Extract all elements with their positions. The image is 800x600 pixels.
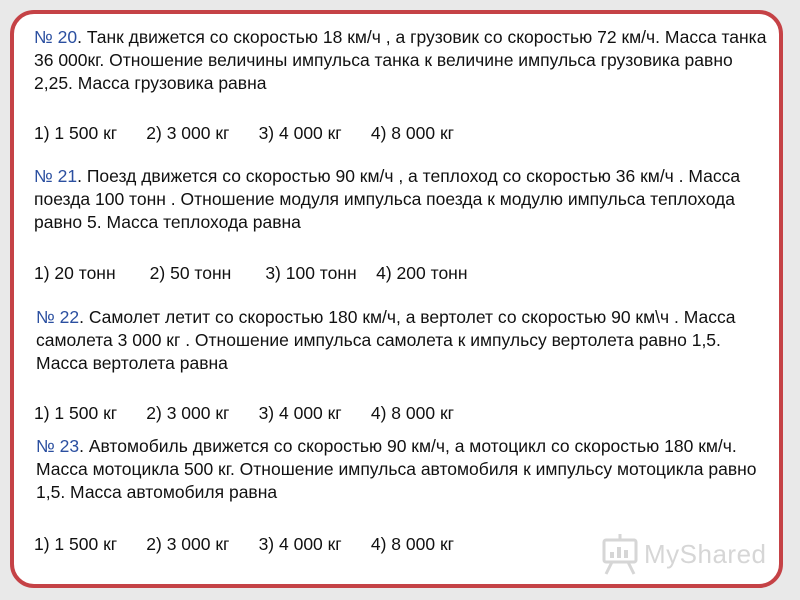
task-20-question bbox=[34, 26, 774, 95]
task-21-text: . Поезд движется со скоростью 90 км/ч , а теплоход со скоростью 36 км/ч . Масса поезда 100 тонн . Отношение модуля импульса поезда к модулю импульса теплохода равно 5. Масса теплохода равна bbox=[34, 166, 741, 232]
presentation-board-icon bbox=[600, 532, 640, 576]
task-20-number: № 20 bbox=[34, 27, 78, 47]
task-21-question bbox=[34, 165, 774, 234]
myshared-watermark bbox=[600, 532, 770, 582]
task-23-number: № 23 bbox=[36, 436, 80, 456]
task-23-question bbox=[36, 435, 776, 504]
task-22-answers: 1) 1 500 кг 2) 3 000 кг 3) 4 000 кг 4) 8 000 кг bbox=[34, 403, 454, 423]
task-22-question bbox=[36, 306, 776, 375]
task-22-text: . Самолет летит со скоростью 180 км/ч, а вертолет со скоростью 90 км\ч . Масса самолета 3 000 кг . Отношение импульса самолета к импульсу вертолета равно 1,5. Масса вертолета равна bbox=[36, 307, 736, 373]
task-21-answers: 1) 20 тонн 2) 50 тонн 3) 100 тонн 4) 200 тонн bbox=[34, 263, 468, 283]
watermark-text: MyShared bbox=[644, 539, 767, 569]
task-20-answers: 1) 1 500 кг 2) 3 000 кг 3) 4 000 кг 4) 8 000 кг bbox=[34, 123, 454, 143]
task-22-number: № 22 bbox=[36, 307, 80, 327]
task-20-text: . Танк движется со скоростью 18 км/ч , а грузовик со скоростью 72 км/ч. Масса танка 36 000кг. Отношение величины импульса танка к величине импульса грузовика равно 2,25. Масса грузовика равна bbox=[34, 27, 767, 93]
task-23-answers: 1) 1 500 кг 2) 3 000 кг 3) 4 000 кг 4) 8 000 кг bbox=[34, 534, 454, 554]
task-23-text: . Автомобиль движется со скоростью 90 км/ч, а мотоцикл со скоростью 180 км/ч. Масса мотоцикла 500 кг. Отношение импульса автомобиля к импульсу мотоцикла равно 1,5. Масса автомобиля равна bbox=[36, 436, 757, 502]
task-21-number: № 21 bbox=[34, 166, 78, 186]
